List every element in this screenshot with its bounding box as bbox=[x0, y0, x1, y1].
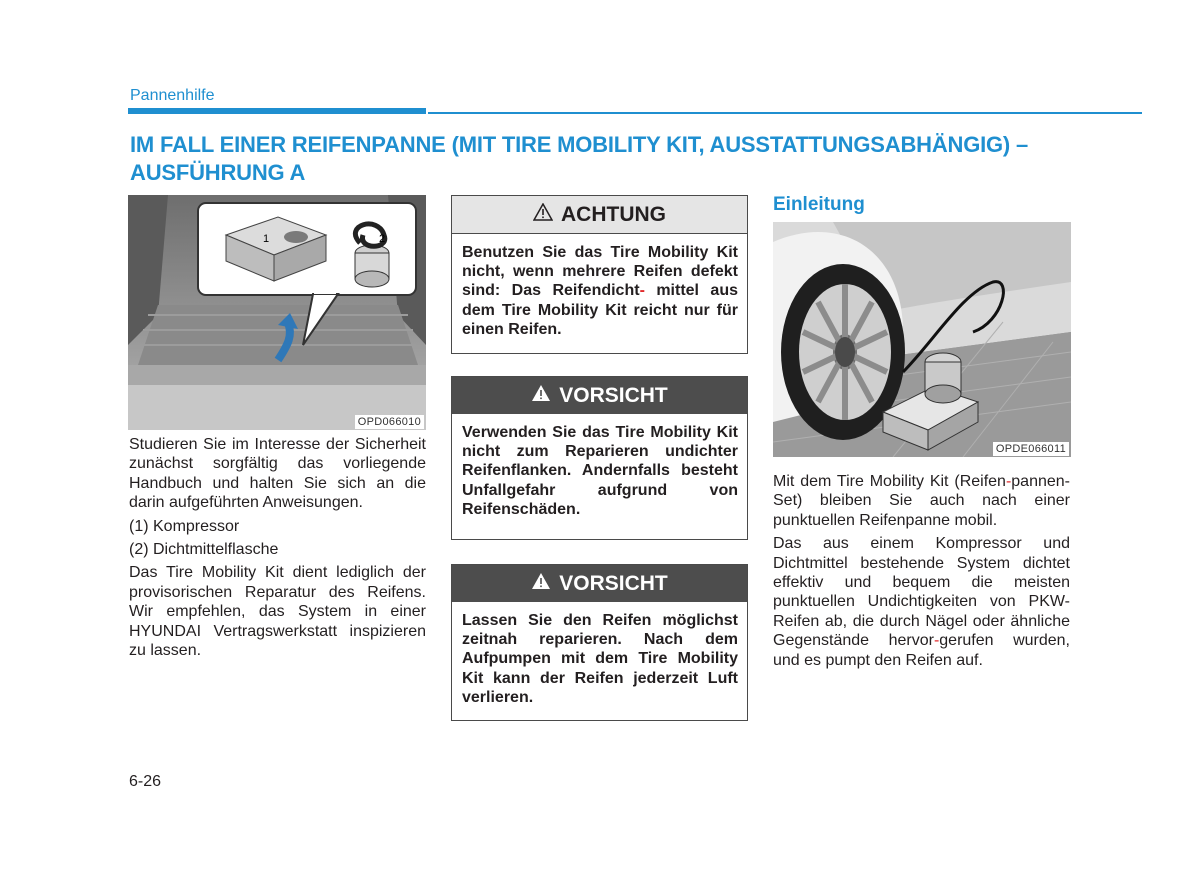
box-heading-text: ACHTUNG bbox=[561, 202, 666, 226]
box-heading-text: VORSICHT bbox=[559, 383, 668, 407]
note-paragraph: Das Tire Mobility Kit dient lediglich der provisorischen Reparatur des Reifens. Wir empfehlen, das System in einer HYUNDAI Vertragswerkstatt inspizieren zu lassen. bbox=[129, 564, 426, 660]
red-hyphen: - bbox=[933, 632, 940, 650]
box-text-part-b: mittel aus dem Tire Mobility Kit reicht nur für einen Reifen. bbox=[462, 282, 739, 338]
warning-triangle-icon bbox=[531, 384, 551, 408]
red-hyphen: - bbox=[639, 282, 645, 300]
header-rule-thin bbox=[428, 112, 1142, 114]
section-heading-einleitung: Einleitung bbox=[773, 194, 865, 215]
caution-box-2 bbox=[451, 564, 748, 721]
box-heading bbox=[452, 196, 747, 234]
p2-part-a: Das aus einem Kompressor und Dichtmittel bestehende System dichtet effektiv und bequem die meisten punktuellen Undichtigkeiten von PKW-Reifen ab, die durch Nägel oder ähnliche Gegenstände hervor bbox=[773, 535, 1070, 650]
section-label: Pannenhilfe bbox=[130, 87, 215, 104]
column-3-text bbox=[773, 472, 1070, 674]
trunk-illustration bbox=[128, 195, 426, 430]
figure-caption: OPD066010 bbox=[355, 415, 424, 429]
label-1: 1 bbox=[263, 233, 270, 245]
box-text bbox=[452, 234, 747, 350]
page-title: IM FALL EINER REIFENPANNE (MIT TIRE MOBILITY KIT, AUSSTATTUNGSABHÄNGIG) – AUSFÜHRUNG A bbox=[130, 132, 1029, 185]
red-hyphen: - bbox=[1005, 473, 1012, 490]
box-heading-text: VORSICHT bbox=[559, 571, 668, 595]
p1-part-a: Mit dem Tire Mobility Kit (Reifen bbox=[773, 473, 1006, 490]
p1-part-b: pannen- Set) bleiben Sie auch nach einer punktuellen Reifenpanne mobil. bbox=[773, 473, 1070, 529]
box-heading bbox=[452, 565, 747, 602]
box-text: Lassen Sie den Reifen möglichst zeitnah reparieren. Nach dem Aufpumpen mit dem Tire Mobility Kit kann der Reifen jederzeit Luft verlieren. bbox=[462, 612, 738, 706]
page-number: 6-26 bbox=[129, 773, 162, 790]
wheel-illustration bbox=[773, 222, 1071, 457]
item-sealant-bottle: (2) Dichtmittelflasche bbox=[129, 541, 279, 559]
caution-box-1 bbox=[451, 376, 748, 540]
intro-paragraph: Studieren Sie im Interesse der Sicherheit zunächst sorgfältig das vorliegende Handbuch und halten Sie sich an die darin aufgeführten Anweisungen. bbox=[129, 436, 426, 512]
warning-triangle-icon bbox=[531, 572, 551, 596]
label-2: 2 bbox=[379, 233, 386, 245]
intro-paragraph-1 bbox=[773, 472, 1070, 530]
header-rule-thick bbox=[128, 108, 426, 114]
intro-paragraph-2 bbox=[773, 534, 1070, 670]
figure-trunk-kit bbox=[128, 195, 426, 430]
figure-caption: OPDE066011 bbox=[993, 442, 1069, 456]
figure-car-wheel-kit bbox=[773, 222, 1071, 457]
item-compressor: (1) Kompressor bbox=[129, 517, 240, 535]
warning-box-achtung bbox=[451, 195, 748, 354]
column-1-text bbox=[129, 435, 426, 664]
warning-triangle-icon bbox=[533, 203, 553, 227]
box-text-part-a: Benutzen Sie das Tire Mobility Kit nicht, wenn mehrere Reifen defekt sind: Das Reifendicht bbox=[462, 244, 738, 300]
box-text: Verwenden Sie das Tire Mobility Kit nicht zum Reparieren undichter Reifenflanken. Andernfalls besteht Unfallgefahr aufgrund von Reifenschäden. bbox=[462, 424, 738, 518]
box-heading bbox=[452, 377, 747, 414]
p2-part-b: gerufen wurden, und es pumpt den Reifen auf. bbox=[773, 632, 1070, 669]
